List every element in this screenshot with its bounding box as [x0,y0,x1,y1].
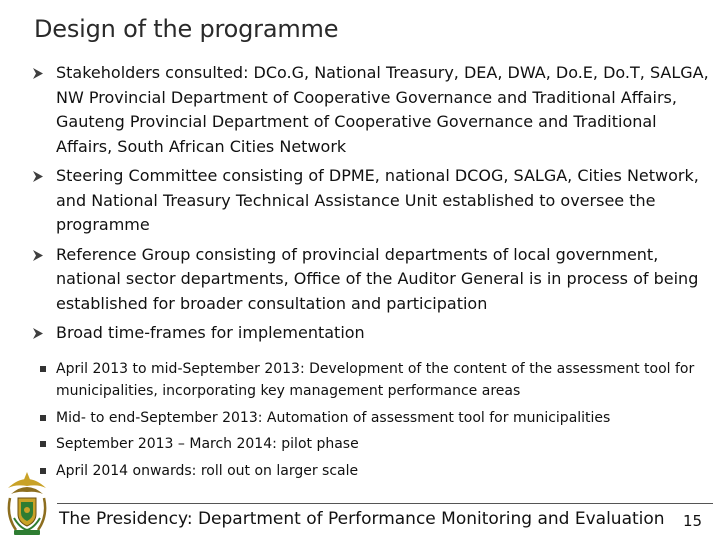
subbullet-text: April 2013 to mid-September 2013: Development of the content of the assessment tool for municipalities, incorporating key management performance areas [56,360,695,399]
bullet-text: Reference Group consisting of provincial departments of local government, national sector departments, Office of the Auditor General is in process of being established for broader consultation and participation [56,244,699,313]
subbullet-text: September 2013 – March 2014: pilot phase [56,436,359,452]
arrow-bullet-icon [33,328,43,339]
bullet-text: Broad time-frames for implementation [56,323,365,342]
bullet-item-stakeholders [0,61,720,159]
footer-department-text: The Presidency: Department of Performance Monitoring and Evaluation [59,509,665,529]
footer-divider [57,503,713,504]
square-bullet-icon [40,441,46,447]
subbullet-item [36,358,710,403]
subbullet-text: April 2014 onwards: roll out on larger scale [56,462,359,479]
arrow-bullet-icon [33,171,43,182]
square-bullet-icon [40,415,46,421]
arrow-bullet-icon [33,68,43,79]
bullet-text: Steering Committee consisting of DPME, national DCOG, SALGA, Cities Network, and National Treasury Technical Assistance Unit established to oversee the programme [56,166,699,234]
subbullet-list [56,358,710,483]
bullet-item-steering-committee [0,164,720,238]
slide-title: Design of the programme [34,15,339,43]
page-number: 15 [683,512,703,530]
arrow-bullet-icon [33,250,43,261]
bullet-item-time-frames [0,321,720,482]
bullet-item-reference-group [0,243,720,317]
subbullet-item [36,407,710,430]
square-bullet-icon [40,366,46,372]
subbullet-text: Mid- to end-September 2013: Automation of assessment tool for municipalities [56,409,611,426]
bullet-text: Stakeholders consulted: DCo.G, National Treasury, DEA, DWA, Do.E, Do.T, SALGA, NW Provincial Department of Cooperative Governance and Traditional Affairs, Gauteng Provincial Department of Cooperative Governance and Traditional Affairs, South African Cities Network [56,63,709,156]
bullet-list [0,61,720,487]
subbullet-item [36,433,710,456]
coat-of-arms-icon [2,468,52,538]
subbullet-item [36,460,710,483]
